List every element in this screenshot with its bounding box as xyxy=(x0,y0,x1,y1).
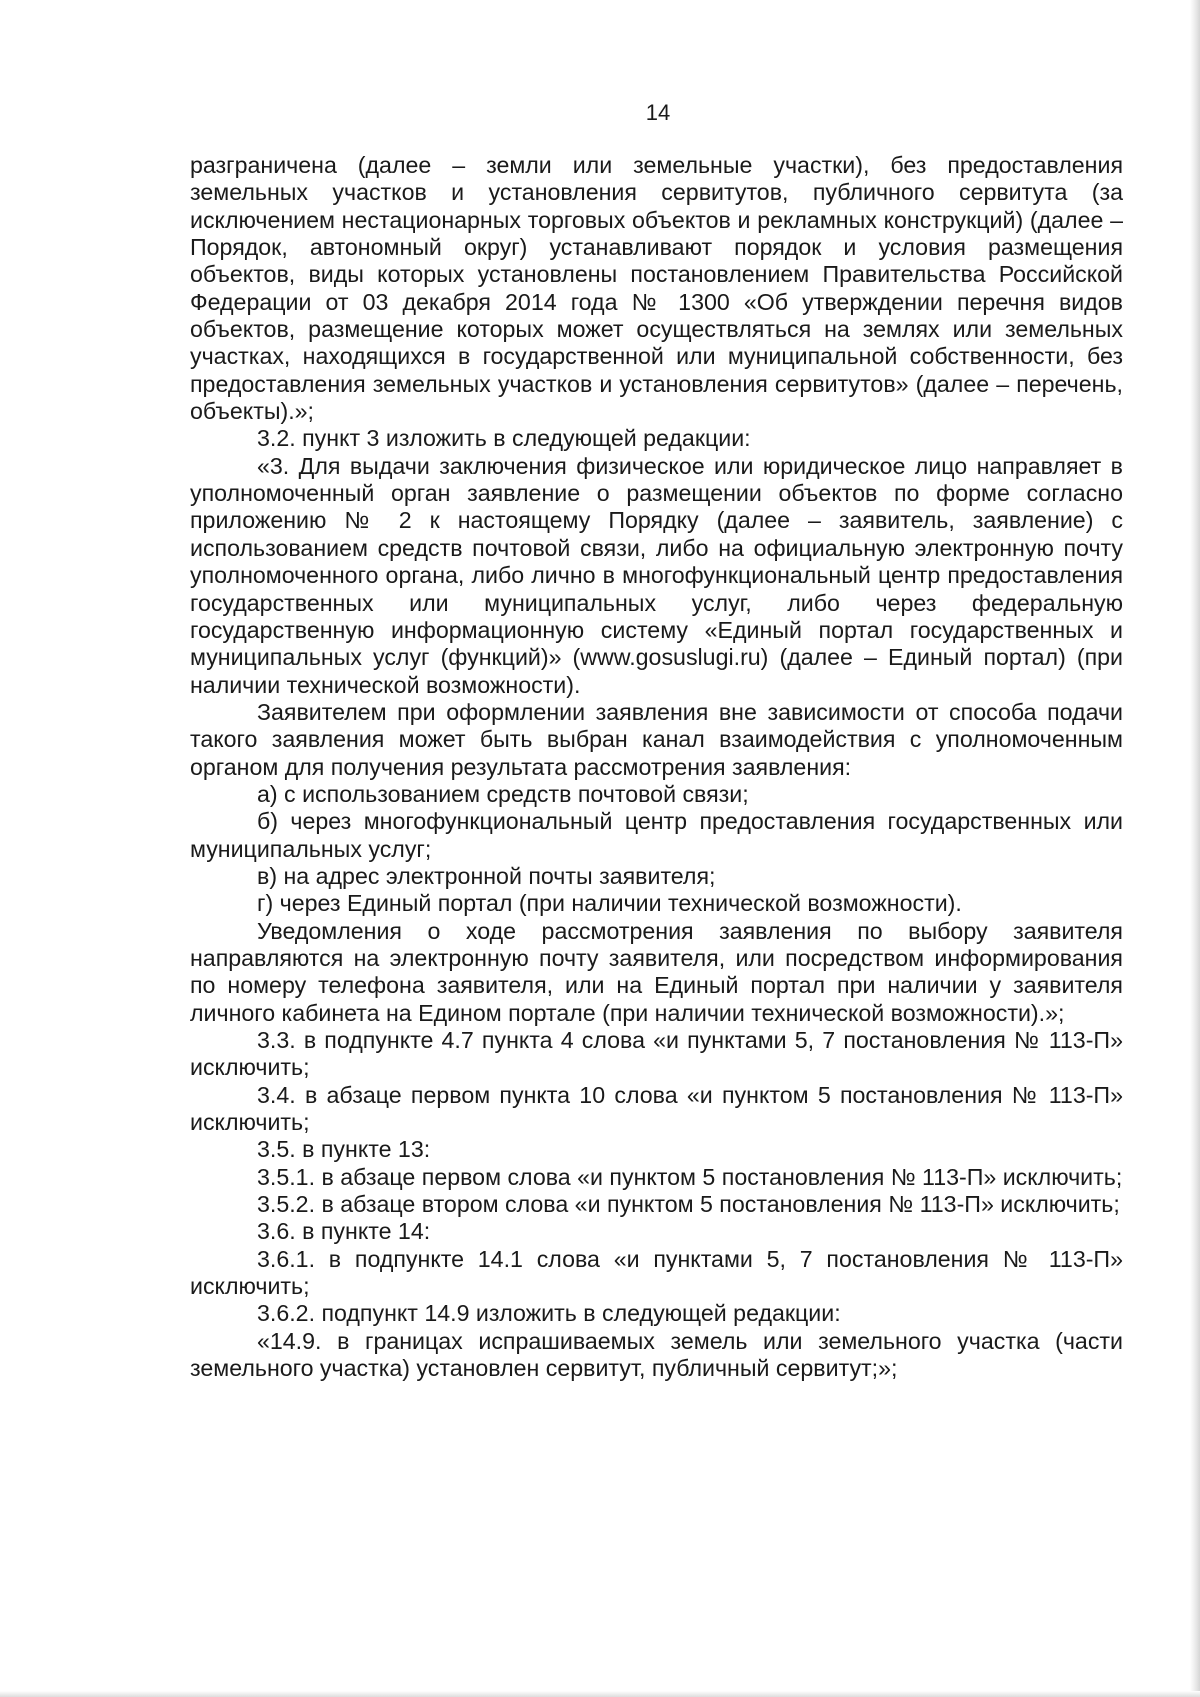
paragraph-12: 3.5. в пункте 13: xyxy=(257,1136,431,1163)
paragraph-9: Уведомления о ходе рассмотрения заявления по выбору заявителя направляются на электронную почту заявителя, или посредством информирования по номеру телефона заявителя, или на Единый портал при наличии у заявителя личного кабинета на Едином портале (при наличии технической возможности).»; xyxy=(190,917,1123,1026)
paragraph-13: 3.5.1. в абзаце первом слова «и пунктом 5 постановления № 113-П» исключить; xyxy=(257,1163,1123,1190)
paragraph-2: 3.2. пункт 3 изложить в следующей редакции: xyxy=(257,425,751,452)
scan-bottom-edge xyxy=(0,1691,1200,1697)
paragraph-10: 3.3. в подпункте 4.7 пункта 4 слова «и пунктами 5, 7 постановления № 113-П» исключить; xyxy=(190,1027,1123,1081)
paragraph-15: 3.6. в пункте 14: xyxy=(257,1218,431,1245)
paragraph-14: 3.5.2. в абзаце втором слова «и пунктом 5 постановления № 113-П» исключить; xyxy=(257,1191,1120,1218)
paragraph-4: Заявителем при оформлении заявления вне зависимости от способа подачи такого заявления может быть выбран канал взаимодействия с уполномоченным органом для получения результата рассмотрения заявления: xyxy=(190,698,1123,780)
paragraph-1: разграничена (далее – земли или земельные участки), без предоставления земельных участков и установления сервитутов, публичного сервитута (за исключением нестационарных торговых объектов и рекламных конструкций) (далее – Порядок, автономный округ) устанавливают порядок и условия размещения объектов, виды которых установлены постановлением Правительства Российской Федерации от 03 декабря 2014 года № 1300 «Об утверждении перечня видов объектов, размещение которых может осуществляться на землях или земельных участках, находящихся в государственной или муниципальной собственности, без предоставления земельных участков и установления сервитутов» (далее – перечень, объекты).»; xyxy=(190,152,1123,425)
page-number: 14 xyxy=(645,100,671,125)
paragraph-8: г) через Единый портал (при наличии технической возможности). xyxy=(257,890,962,917)
paragraph-6: б) через многофункциональный центр предоставления государственных или муниципальных услуг; xyxy=(190,808,1123,862)
paragraph-18: «14.9. в границах испрашиваемых земель или земельного участка (части земельного участка) установлен сервитут, публичный сервитут;»; xyxy=(190,1327,1123,1382)
paragraph-17: 3.6.2. подпункт 14.9 изложить в следующей редакции: xyxy=(257,1300,841,1327)
paragraph-7: в) на адрес электронной почты заявителя; xyxy=(257,862,716,889)
paragraph-5: а) с использованием средств почтовой связи; xyxy=(257,780,749,807)
document-body xyxy=(190,152,1123,1382)
scan-right-edge xyxy=(1190,0,1200,1697)
paragraph-3: «3. Для выдачи заключения физическое или юридическое лицо направляет в уполномоченный орган заявление о размещении объектов по форме согласно приложению № 2 к настоящему Порядку (далее – заявитель, заявление) с использованием средств почтовой связи, либо на официальную электронную почту уполномоченного органа, либо лично в многофункциональный центр предоставления государственных или муниципальных услуг, либо через федеральную государственную информационную систему «Единый портал государственных и муниципальных услуг (функций)» (www.gosuslugi.ru) (далее – Единый портал) (при наличии технической возможности). xyxy=(190,452,1123,698)
paragraph-16: 3.6.1. в подпункте 14.1 слова «и пунктами 5, 7 постановления № 113-П» исключить; xyxy=(190,1245,1123,1300)
paragraph-11: 3.4. в абзаце первом пункта 10 слова «и пунктом 5 постановления № 113-П» исключить; xyxy=(190,1081,1123,1136)
